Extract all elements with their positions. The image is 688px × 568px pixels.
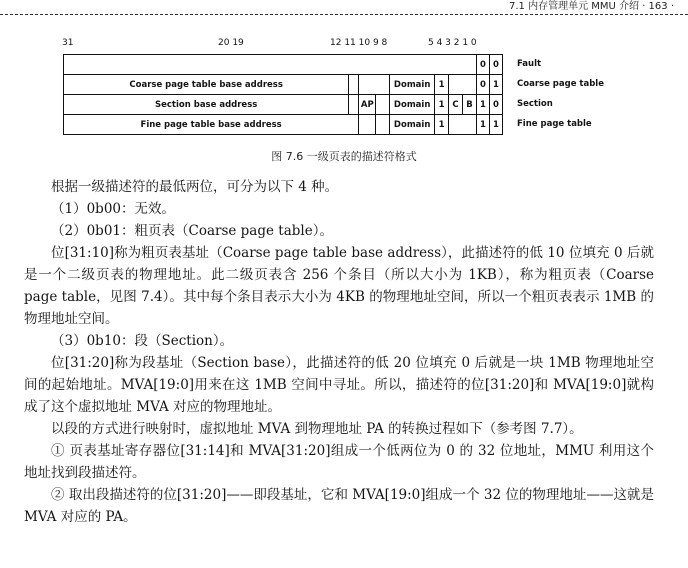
row-coarse-page-table <box>64 75 503 95</box>
running-header: 7.1 内存管理单元 MMU 介绍 · 163 · <box>509 1 674 12</box>
section-imp-cell <box>376 95 390 115</box>
section-base-address: Section base address <box>64 95 349 115</box>
label-section: Section <box>517 99 553 109</box>
body-text <box>24 176 654 528</box>
fine-domain: Domain <box>390 115 435 135</box>
coarse-bit-4: 1 <box>435 75 449 95</box>
fine-bits-3-2 <box>449 115 477 135</box>
coarse-bit-1: 0 <box>476 75 489 95</box>
fault-ignored-cell <box>64 55 477 75</box>
section-sbz-cell <box>349 95 359 115</box>
coarse-sbz-cell <box>349 75 359 95</box>
section-bit-4: 1 <box>435 95 449 115</box>
bit-label-20-19: 20 19 <box>218 38 244 48</box>
section-c-bit: C <box>449 95 463 115</box>
fine-sbz-cell <box>359 115 376 135</box>
section-ap: AP <box>359 95 376 115</box>
section-b-bit: B <box>463 95 477 115</box>
list-item-coarse: （2）0b01：粗页表（Coarse page table）。 <box>51 223 333 239</box>
row-section <box>64 95 503 115</box>
bit-label-5-0: 5 4 3 2 1 0 <box>428 38 477 48</box>
section-bit-0: 0 <box>489 95 502 115</box>
coarse-imp-cell <box>359 75 390 95</box>
descriptor-figure <box>60 38 620 138</box>
fine-imp-cell <box>376 115 390 135</box>
row-fault <box>64 55 503 75</box>
descriptor-table <box>63 54 503 135</box>
fine-bit-0: 1 <box>489 115 502 135</box>
figure-caption: 图 7.6 一级页表的描述符格式 <box>271 150 417 163</box>
label-coarse-page-table: Coarse page table <box>517 79 604 89</box>
coarse-bits-3-2 <box>449 75 477 95</box>
paragraph-translation-intro: 以段的方式进行映射时，虚拟地址 MVA 到物理地址 PA 的转换过程如下（参考图 7.7）。 <box>51 421 583 437</box>
paragraph-coarse-detail: 位[31:10]称为粗页表基址（Coarse page table base address），此描述符的低 10 位填充 0 后就是一个二级页表的物理地址。此二级页表含 256 个条目（所以大小为 1KB），称为粗页表（Coarse page table，见图 7.4）。其中每个条目表示大小为 4KB 的物理地址空间，所以一个粗页表表示 1MB 的物理地址空间。 <box>24 245 654 327</box>
fine-base-address: Fine page table base address <box>64 115 359 135</box>
section-domain: Domain <box>390 95 435 115</box>
bit-label-12-8: 12 11 10 9 8 <box>330 38 388 48</box>
coarse-bit-0: 1 <box>489 75 502 95</box>
section-bit-1: 1 <box>476 95 489 115</box>
bit-label-31: 31 <box>62 38 74 48</box>
fine-bit-1: 1 <box>476 115 489 135</box>
list-item-section: （3）0b10：段（Section）。 <box>51 333 234 349</box>
paragraph-intro: 根据一级描述符的最低两位，可分为以下 4 种。 <box>51 179 339 195</box>
bit-position-labels <box>60 38 620 52</box>
row-type-labels <box>517 54 627 134</box>
paragraph-section-detail: 位[31:20]称为段基址（Section base），此描述符的低 20 位填充 0 后就是一块 1MB 物理地址空间的起始地址。MVA[19:0]用来在这 1MB 空间中寻址。所以，描述符的位[31:20]和 MVA[19:0]就构成了这个虚拟地址 MVA 对应的物理地址。 <box>24 355 654 415</box>
list-item-invalid: （1）0b00：无效。 <box>51 201 175 217</box>
coarse-base-address: Coarse page table base address <box>64 75 349 95</box>
label-fault: Fault <box>517 59 542 69</box>
fault-bit-0: 0 <box>489 55 502 75</box>
label-fine-page-table: Fine page table <box>517 119 592 129</box>
coarse-domain: Domain <box>390 75 435 95</box>
fault-bit-1: 0 <box>476 55 489 75</box>
fine-bit-4: 1 <box>435 115 449 135</box>
page-header <box>0 0 688 15</box>
step-1: ① 页表基址寄存器位[31:14]和 MVA[31:20]组成一个低两位为 0 的 32 位地址，MMU 利用这个地址找到段描述符。 <box>24 443 654 481</box>
row-fine-page-table <box>64 115 503 135</box>
step-2: ② 取出段描述符的位[31:20]——即段基址，它和 MVA[19:0]组成一个 32 位的物理地址——这就是 MVA 对应的 PA。 <box>24 487 654 525</box>
